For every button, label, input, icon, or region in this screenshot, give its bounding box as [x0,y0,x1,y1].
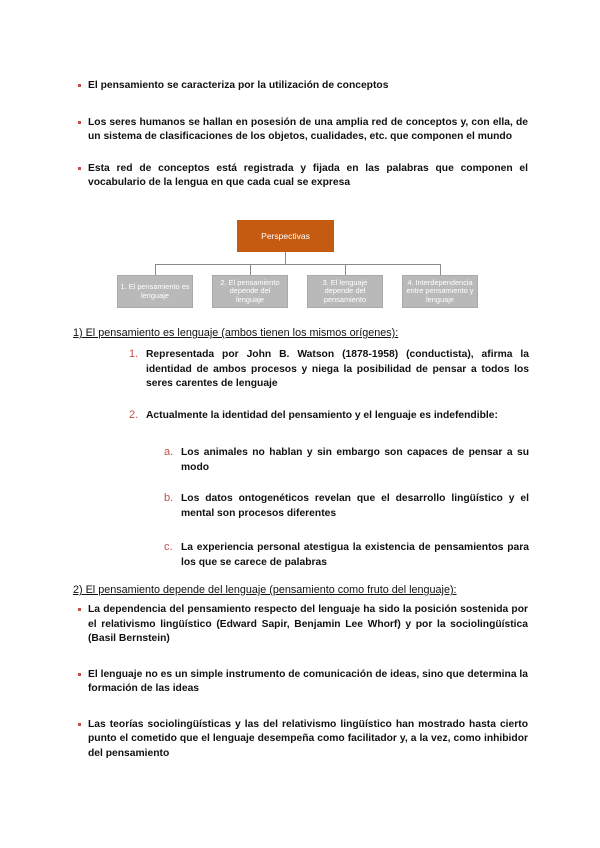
diagram-root-node: Perspectivas [237,220,334,252]
section-2-bullet-list [78,603,528,761]
list-marker: 1. [129,348,139,360]
section-2-bullet-3 [78,718,528,762]
intro-bullet-3 [78,162,528,191]
numbered-item-2 [129,409,529,424]
connector-line [285,252,286,264]
list-marker: c. [164,541,173,553]
list-marker: b. [164,492,174,504]
lettered-item-text: Los animales no hablan y sin embargo son capaces de pensar a su modo [181,447,529,473]
section-2-bullet-text: La dependencia del pensamiento respecto del lenguaje ha sido la posición sostenida por el relativismo lingüístico (Edward Sapir, Benjamin Lee Whorf) y por la sociolingüística (Basil Bernstein) [88,604,528,644]
diagram-child-node-1: 1. El pensamiento es lenguaje [117,275,193,308]
bullet-square-icon [78,723,81,726]
intro-bullet-text: El pensamiento se caracteriza por la utilización de conceptos [88,80,389,91]
intro-bullet-text: Los seres humanos se hallan en posesión de una amplia red de conceptos y, con ella, de un sistema de clasificaciones de los objetos, cualidades, etc. que componen el mundo [88,116,528,142]
connector-line [440,264,441,275]
bullet-square-icon [78,84,81,87]
connector-line [155,264,156,275]
bullet-square-icon [78,673,81,676]
list-marker: a. [164,446,174,458]
section-2-bullet-text: El lenguaje no es un simple instrumento de comunicación de ideas, sino que determina la formación de las ideas [88,668,529,694]
bullet-square-icon [78,167,81,170]
section-2-bullet-text: Las teorías sociolingüísticas y las del relativismo lingüístico han mostrado hasta cierto punto el cometido que el lenguaje desempeña como facilitador y, a la vez, como inhibidor del pensamiento [88,718,528,759]
list-marker: 2. [129,409,139,421]
connector-line [250,264,251,275]
numbered-item-text: Representada por John B. Watson (1878-1958) (conductista), afirma la identidad de ambos procesos y niega la posibilidad de pensar a todos los seres carentes de lenguaje [146,349,529,389]
intro-bullet-text: Esta red de conceptos está registrada y fijada en las palabras que componen el vocabulario de la lengua en que cada cual se expresa [88,162,528,188]
lettered-item-text: La experiencia personal atestigua la existencia de pensamientos para los que se carece de palabras [181,542,529,568]
diagram-child-node-2: 2. El pensamiento depende del lenguaje [212,275,288,308]
section-2-bullet-2 [78,668,528,697]
lettered-item-c [164,541,529,570]
perspectives-diagram [117,220,480,316]
diagram-child-node-4: 4. Interdependencia entre pensamiento y lenguaje [402,275,478,308]
connector-line [155,264,441,265]
bullet-square-icon [78,608,81,611]
intro-bullet-list [78,79,528,191]
lettered-item-a [164,446,529,475]
connector-line [345,264,346,275]
intro-bullet-1 [78,79,528,94]
intro-bullet-2 [78,116,528,145]
section-1-heading: 1) El pensamiento es lenguaje (ambos tienen los mismos orígenes): [73,327,399,339]
section-2-heading: 2) El pensamiento depende del lenguaje (pensamiento como fruto del lenguaje): [73,584,457,596]
numbered-item-1 [129,348,529,392]
numbered-item-text: Actualmente la identidad del pensamiento y el lenguaje es indefendible: [146,410,498,421]
lettered-item-text: Los datos ontogenéticos revelan que el desarrollo lingüístico y el mental son procesos diferentes [181,493,529,519]
section-2-bullet-1 [78,603,528,647]
diagram-child-node-3: 3. El lenguaje depende del pensamiento [307,275,383,308]
bullet-square-icon [78,121,81,124]
lettered-item-b [164,492,529,521]
